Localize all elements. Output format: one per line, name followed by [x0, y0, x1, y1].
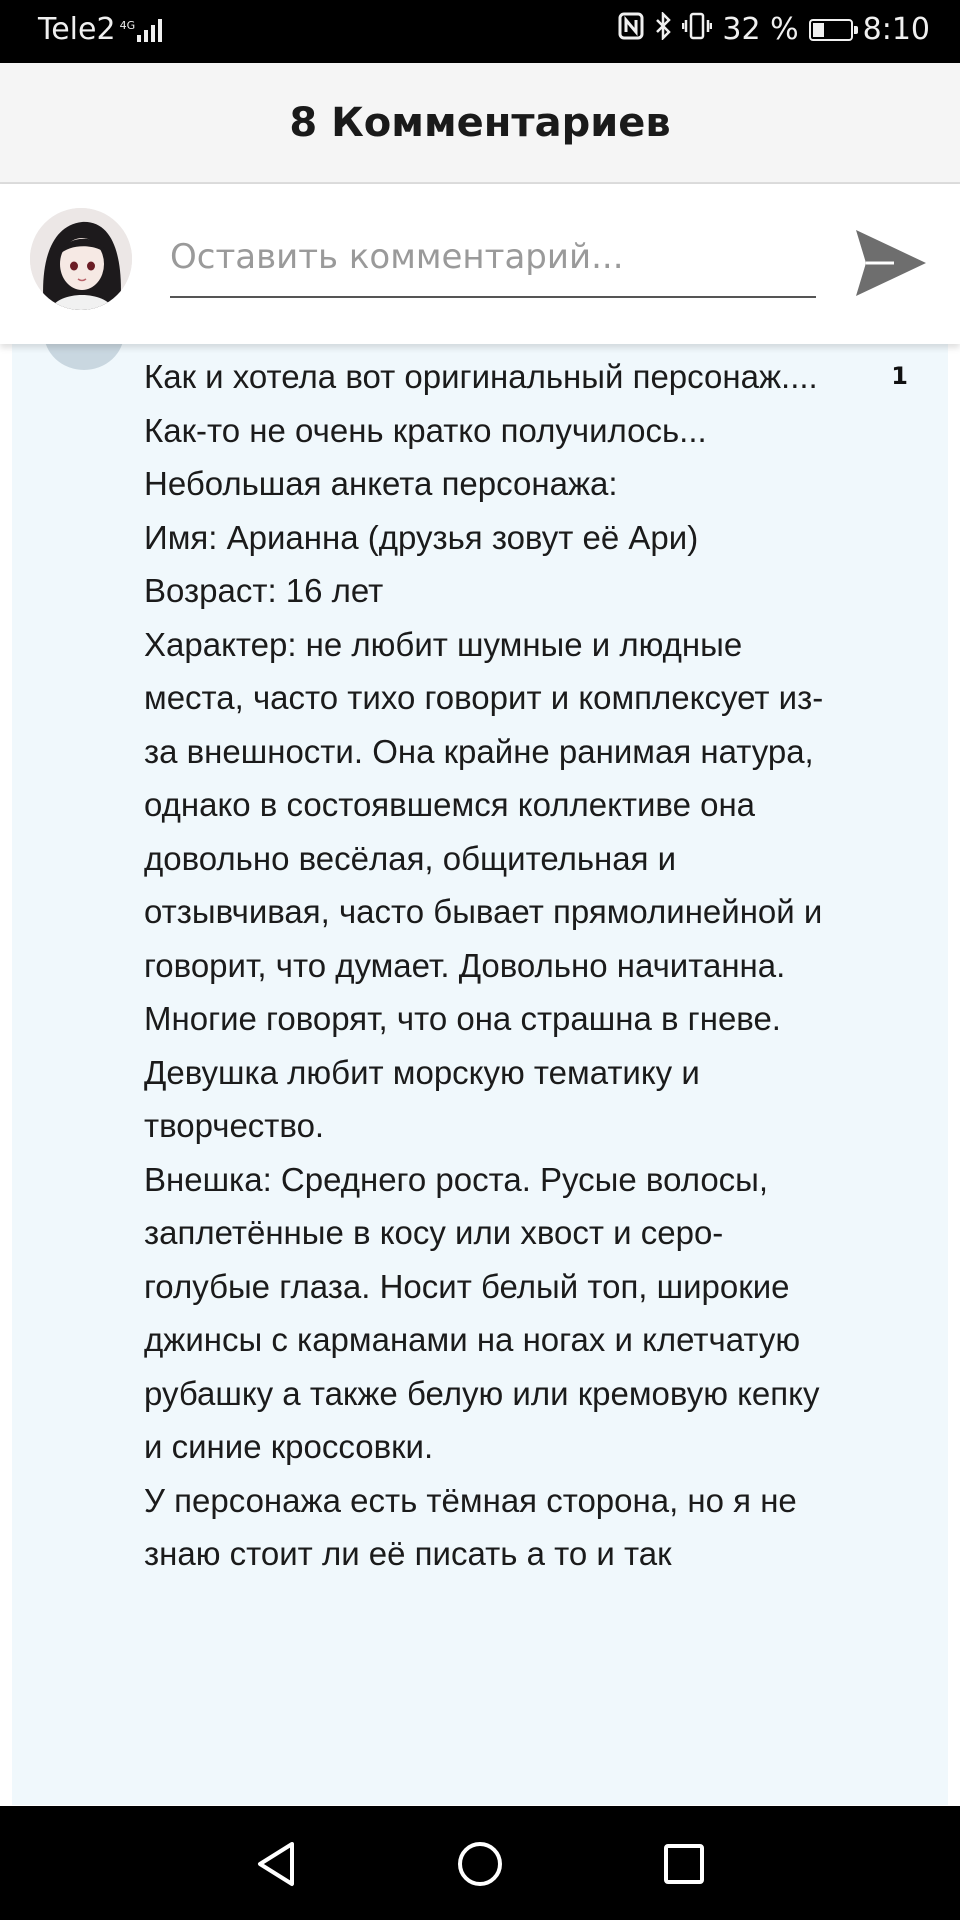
comment-line: Небольшая анкета персонажа:	[144, 465, 618, 502]
comments-header	[0, 63, 960, 184]
comment-line: Внешка: Среднего роста. Русые волосы, заплетённые в косу или хвост и серо-голубые глаза. Носит белый топ, широкие джинсы с карманами на ногах и клетчатую рубашку а также белую или кремовую кепку и синие кроссовки.	[144, 1160, 820, 1465]
comment-line: Возраст: 16 лет	[144, 572, 384, 609]
page-title: 8 Комментариев	[289, 99, 671, 146]
comment-line: Как и хотела вот оригинальный персонаж....	[144, 358, 818, 395]
comment-composer	[0, 184, 960, 344]
like-count: 1	[891, 362, 908, 390]
network-type: 4G	[119, 19, 136, 32]
clock: 8:10	[862, 12, 930, 47]
status-bar	[0, 0, 960, 63]
comment-line: Характер: не любит шумные и людные места, часто тихо говорит и комплексует из-за внешности. Она крайне ранимая натура, однако в состоявшемся коллективе она довольно весёлая, общительная и отзывчивая, часто бывает прямолинейной и говорит, что думает. Довольно начитанна. Многие говорят, что она страшна в гневе. Девушка любит морскую тематику и творчество.	[144, 625, 824, 1144]
nfc-icon	[618, 12, 644, 47]
comment-body	[144, 350, 834, 1581]
send-icon	[854, 228, 928, 298]
avatar[interactable]	[30, 208, 132, 310]
battery-icon	[809, 19, 853, 41]
recents-square-icon	[662, 1842, 706, 1886]
back-triangle-icon	[254, 1840, 298, 1888]
home-button[interactable]	[452, 1836, 508, 1892]
home-circle-icon	[456, 1840, 504, 1888]
vibrate-icon	[682, 12, 712, 47]
comment-card	[12, 330, 948, 1805]
user-avatar-image	[30, 208, 132, 310]
status-icons	[618, 12, 930, 47]
recents-button[interactable]	[656, 1836, 712, 1892]
comment-input[interactable]	[170, 218, 816, 298]
bluetooth-icon	[654, 12, 672, 47]
comment-line: Как-то не очень кратко получилось...	[144, 411, 707, 449]
comment-line: У персонажа есть тёмная сторона, но я не знаю стоит ли её писать а то и так	[144, 1481, 797, 1572]
signal-icon	[137, 18, 162, 42]
carrier-name: Tele2	[38, 12, 116, 47]
system-nav-bar	[0, 1806, 960, 1920]
comment-line: Имя: Арианна (друзья зовут её Ари)	[144, 518, 699, 556]
send-button[interactable]	[852, 226, 930, 300]
back-button[interactable]	[248, 1836, 304, 1892]
carrier-group	[38, 12, 162, 47]
battery-percent: 32 %	[722, 12, 799, 47]
